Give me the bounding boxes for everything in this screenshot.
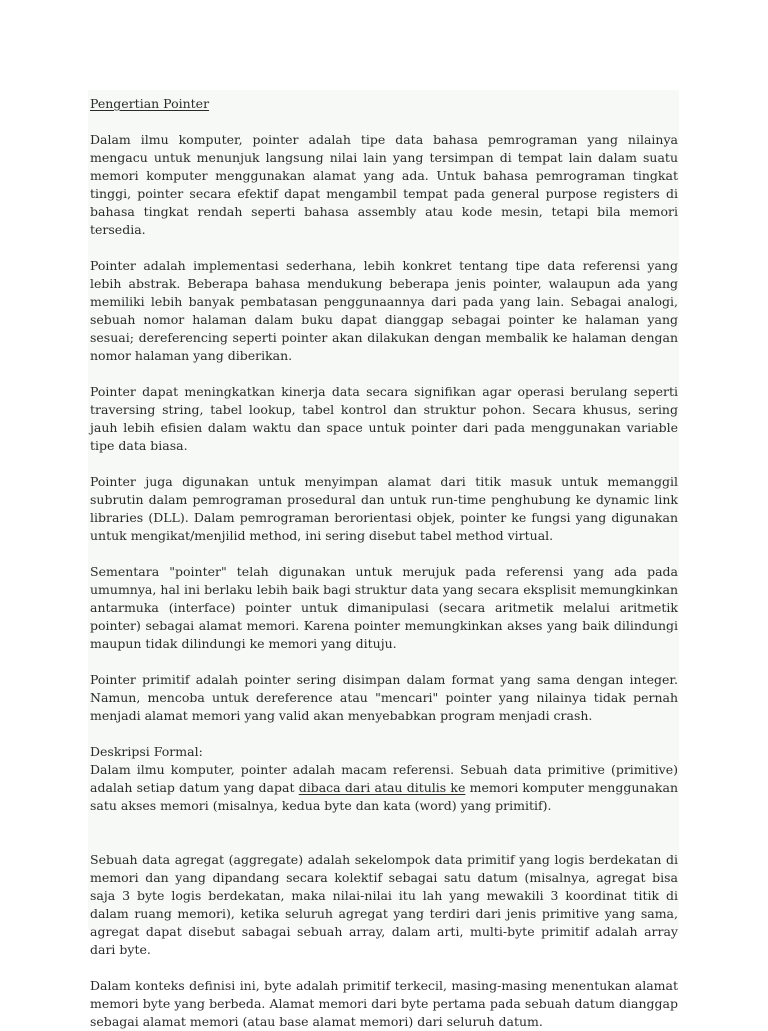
- paragraph-subroutine: Pointer juga digunakan untuk menyimpan alamat dari titik masuk untuk memanggil subrutin dalam pemrograman prosedural dan untuk run-time penghubung ke dynamic link libraries (DLL). Dalam pemrograman berorientasi objek, pointer ke fungsi yang digunakan untuk mengikat/menjilid method, ini sering disebut tabel method virtual.: [90, 474, 678, 543]
- formal-description-text-a: Dalam ilmu komputer, pointer adalah macam referensi. Sebuah data primitive (primitive) adalah setiap datum yang dapat: [90, 762, 678, 795]
- formal-description-underlined: dibaca dari atau ditulis ke: [298, 780, 466, 795]
- paragraph-byte-context: Dalam konteks definisi ini, byte adalah primitif terkecil, masing-masing menentukan alamat memori byte yang berbeda. Alamat memori dari byte pertama pada sebuah datum dianggap sebagai alamat memori (atau base alamat memori) dari seluruh datum.: [90, 978, 678, 1029]
- document-title: Pengertian Pointer: [90, 96, 210, 111]
- formal-description-label: Deskripsi Formal:: [90, 744, 203, 759]
- paragraph-definition: Dalam ilmu komputer, pointer adalah tipe data bahasa pemrograman yang nilainya mengacu untuk menunjuk langsung nilai lain yang tersimpan di tempat lain dalam suatu memori komputer menggunakan alamat yang ada. Untuk bahasa pemrograman tingkat tinggi, pointer secara efektif dapat mengambil tempat pada general purpose registers di bahasa tingkat rendah seperti bahasa assembly atau kode mesin, tetapi bila memori tersedia.: [90, 132, 678, 237]
- paragraph-formal-description: [90, 743, 678, 815]
- paragraph-primitive-pointer: Pointer primitif adalah pointer sering disimpan dalam format yang sama dengan integer. Namun, mencoba untuk dereference atau "mencari" pointer yang nilainya tidak pernah menjadi alamat memori yang valid akan menyebabkan program menjadi crash.: [90, 672, 678, 723]
- paragraph-performance: Pointer dapat meningkatkan kinerja data secara signifikan agar operasi berulang seperti traversing string, tabel lookup, tabel kontrol dan struktur pohon. Secara khusus, sering jauh lebih efisien dalam waktu dan space untuk pointer dari pada menggunakan variable tipe data biasa.: [90, 384, 678, 453]
- formal-description-text-b: memori komputer menggunakan satu akses memori (misalnya, kedua byte dan kata (word) yang primitif).: [90, 780, 678, 813]
- paragraph-aggregate: Sebuah data agregat (aggregate) adalah sekelompok data primitif yang logis berdekatan di memori dan yang dipandang secara kolektif sebagai satu datum (misalnya, agregat bisa saja 3 byte logis berdekatan, maka nilai-nilai itu lah yang mewakili 3 koordinat titik di dalam ruang memori), ketika seluruh agregat yang terdiri dari jenis primitive yang sama, agregat dapat disebut sabagai sebuah array, dalam arti, multi-byte primitif adalah array dari byte.: [90, 852, 678, 957]
- paragraph-implementation: Pointer adalah implementasi sederhana, lebih konkret tentang tipe data referensi yang lebih abstrak. Beberapa bahasa mendukung beberapa jenis pointer, walaupun ada yang memiliki lebih banyak pembatasan penggunaannya dari pada yang lain. Sebagai analogi, sebuah nomor halaman dalam buku dapat dianggap sebagai pointer ke halaman yang sesuai; dereferencing seperti pointer akan dilakukan dengan membalik ke halaman dengan nomor halaman yang diberikan.: [90, 258, 678, 363]
- paragraph-arithmetic: Sementara "pointer" telah digunakan untuk merujuk pada referensi yang ada pada umumnya, hal ini berlaku lebih baik bagi struktur data yang secara eksplisit memungkinkan antarmuka (interface) pointer untuk dimanipulasi (secara aritmetik melalui aritmetik pointer) sebagai alamat memori. Karena pointer memungkinkan akses yang baik dilindungi maupun tidak dilindungi ke memori yang dituju.: [90, 564, 678, 651]
- document-body: [90, 95, 678, 1031]
